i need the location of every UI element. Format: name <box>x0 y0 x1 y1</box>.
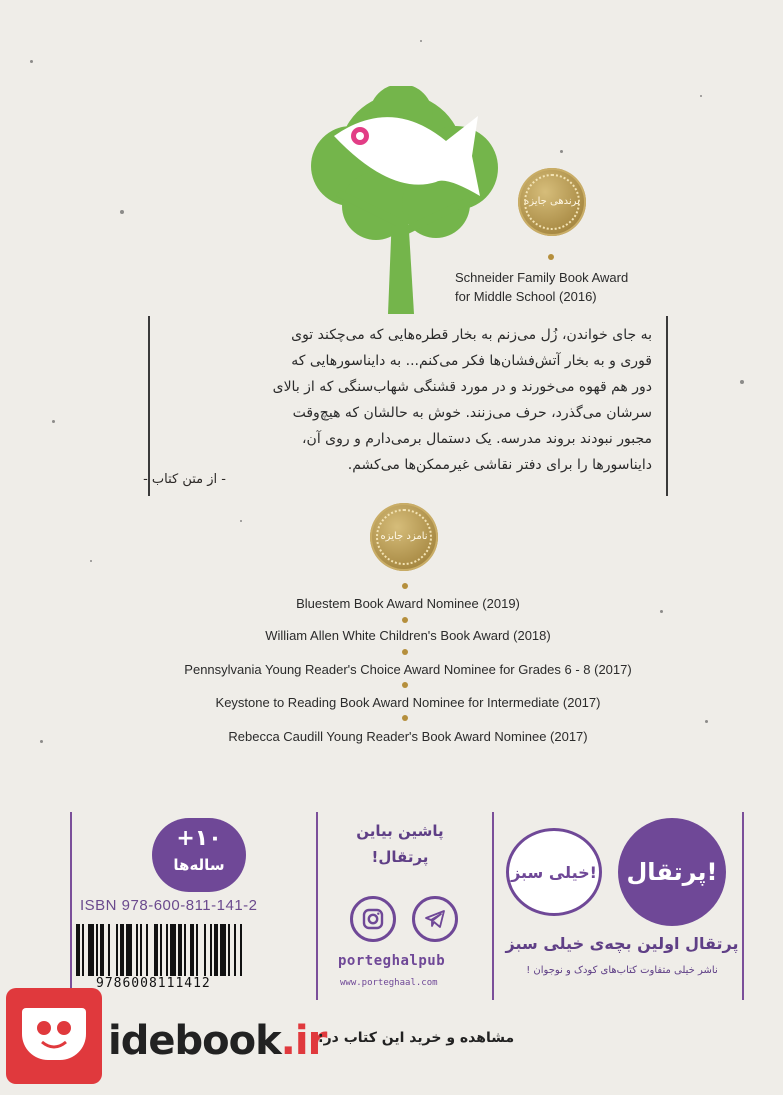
publisher-logo <box>618 818 726 926</box>
age-number: +۱۰ <box>176 826 222 851</box>
instagram-icon[interactable] <box>350 896 396 942</box>
divider-dot <box>402 682 408 688</box>
watermark-brand-suffix: .ir <box>280 1018 327 1064</box>
divider-dot <box>402 649 408 655</box>
sister-brand-logo <box>506 828 602 916</box>
divider-dot <box>402 715 408 721</box>
quote-line: سرشان می‌گذرد، حرف می‌زنند. خوش به حالشان که هیچ‌وقت <box>292 405 652 421</box>
quote-line: قوری و به بخار آتش‌فشان‌ها فکر می‌کنم... به دایناسورهایی که <box>291 353 652 369</box>
publisher-logo-text: پرتقال! <box>626 858 718 886</box>
winner-award <box>455 268 628 306</box>
slogan-line: پرتقال! <box>371 848 429 866</box>
age-label: ساله‌ها <box>173 856 225 874</box>
nominee-medal-label: نامزد جایزه <box>380 531 428 542</box>
book-icon <box>22 1008 86 1060</box>
divider-dot <box>402 583 408 589</box>
nomination-item: Bluestem Book Award Nominee (2019) <box>296 596 520 611</box>
sister-brand-logo-text: خیلی سبز! <box>511 862 597 882</box>
nomination-item: William Allen White Children's Book Award (2018) <box>265 628 551 643</box>
publisher-tagline: پرتقال اولین بچه‌ی خیلی سبز <box>505 934 739 953</box>
telegram-icon[interactable] <box>412 896 458 942</box>
winner-medal <box>518 168 586 236</box>
quote-line: به جای خواندن، زُل می‌زنم به بخار قطره‌هایی که می‌چکند توی <box>291 327 652 343</box>
divider-dot <box>402 617 408 623</box>
slogan-line: پاشین بیاین <box>356 822 444 840</box>
social-handle[interactable]: porteghalpub <box>338 953 446 969</box>
barcode <box>76 924 300 976</box>
winner-award-subtitle: for Middle School (2016) <box>455 289 597 304</box>
social-slogan <box>330 818 470 870</box>
nominee-medal <box>370 503 438 571</box>
website-link[interactable]: www.porteghaal.com <box>340 978 438 988</box>
panel-divider <box>316 812 318 1000</box>
watermark-brand[interactable] <box>108 1018 326 1064</box>
nomination-item: Keystone to Reading Book Award Nominee for Intermediate (2017) <box>215 695 601 710</box>
quote-line: مجبور نبودند بروند مدرسه. یک دستمال برمی‌دارم و روی آن، <box>302 431 652 447</box>
isbn: ISBN 978-600-811-141-2 <box>80 897 258 914</box>
age-badge <box>152 818 246 892</box>
divider-dot <box>548 254 554 260</box>
publisher-subtagline: ناشر خیلی متفاوت کتاب‌های کودک و نوجوان ! <box>526 965 718 976</box>
book-quote <box>143 316 668 496</box>
quote-line: دایناسورها را برای دفتر نقاشی غیرممکن‌ها می‌کشم. <box>347 457 652 473</box>
watermark-text: مشاهده و خرید این کتاب در: <box>318 1030 515 1046</box>
watermark-brand-main: idebook <box>108 1018 281 1064</box>
quote-line: دور هم قهوه می‌خورند و در مورد قشنگی شهاب‌سنگی که از بالای <box>272 379 652 395</box>
nomination-item: Pennsylvania Young Reader's Choice Award Nominee for Grades 6 - 8 (2017) <box>184 662 632 677</box>
barcode-number: 9786008111412 <box>96 976 211 991</box>
winner-award-title: Schneider Family Book Award <box>455 270 629 285</box>
nomination-item: Rebecca Caudill Young Reader's Book Award Nominee (2017) <box>228 729 588 744</box>
winner-medal-label: برندهی جایزه <box>524 196 580 207</box>
quote-source: - از متن کتاب - <box>143 472 226 487</box>
panel-divider <box>70 812 72 1000</box>
